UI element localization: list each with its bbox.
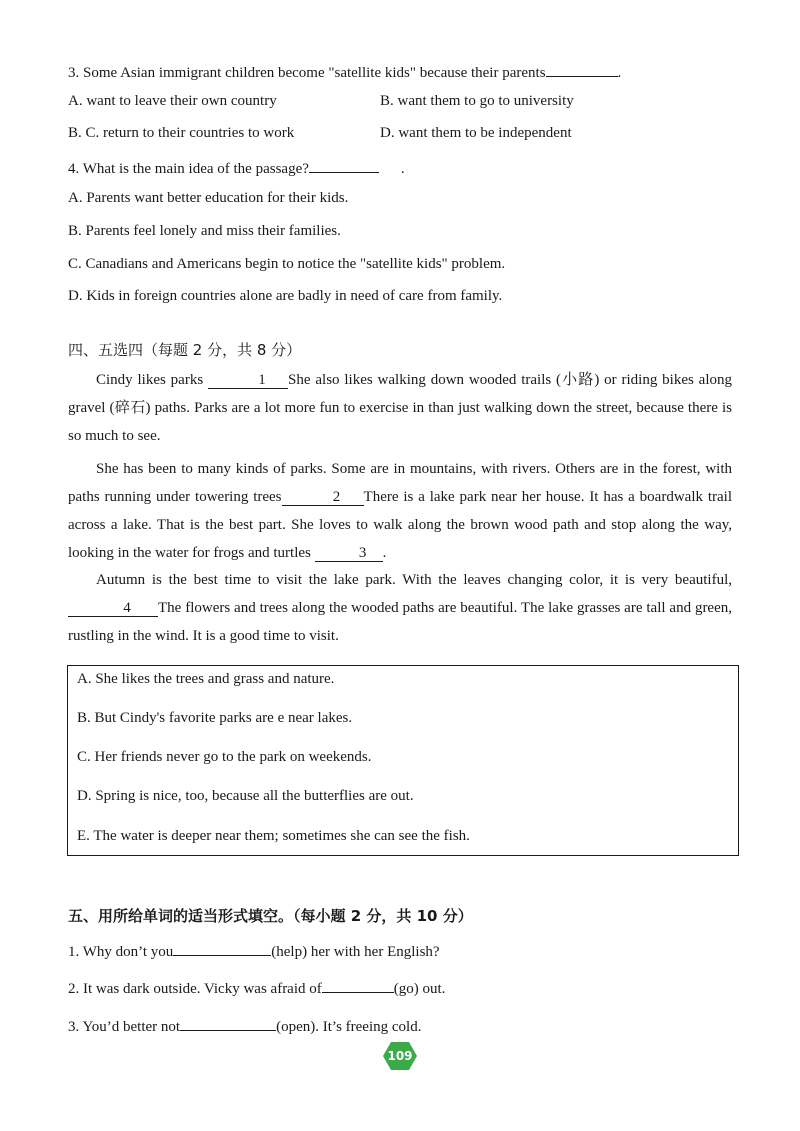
question-4-option-a[interactable]: A. Parents want better education for their kids. bbox=[68, 190, 349, 206]
fill-item-text: 3. You’d better not bbox=[68, 1019, 181, 1035]
section-4-heading: 四、五选四（每题 2 分，共 8 分） bbox=[68, 341, 302, 359]
passage-blank-4[interactable]: 4 bbox=[68, 600, 158, 617]
fill-item-1 bbox=[68, 939, 440, 962]
fill-item-text: (go) out. bbox=[393, 981, 446, 997]
question-3 bbox=[68, 60, 621, 83]
fill-item-2 bbox=[68, 976, 445, 999]
passage-text: Autumn is the best time to visit the lake park. With the leaves changing color, it is very beautiful, bbox=[96, 572, 732, 588]
question-4-blank[interactable] bbox=[309, 156, 379, 173]
passage-paragraph-3 bbox=[68, 566, 732, 650]
fill-blank-3[interactable] bbox=[180, 1014, 276, 1031]
question-4-option-d[interactable]: D. Kids in foreign countries alone are badly in need of care from family. bbox=[68, 288, 503, 304]
question-4-option-b[interactable]: B. Parents feel lonely and miss their families. bbox=[68, 223, 341, 239]
question-3-blank[interactable] bbox=[546, 60, 618, 77]
passage-text: Cindy likes parks bbox=[96, 372, 209, 388]
passage-paragraph-1 bbox=[68, 366, 732, 450]
passage-text: She also likes walking down wooded trails (小路) or riding bikes along gravel (碎石) paths. Parks are a lot more fun to exercise in than just walking down the street, because there is so much to see. bbox=[68, 372, 733, 444]
page-number: 109 bbox=[387, 1049, 413, 1063]
passage-blank-3[interactable]: 3 bbox=[315, 545, 383, 562]
option-b[interactable]: B. But Cindy's favorite parks are e near lakes. bbox=[77, 710, 353, 726]
passage-text: The flowers and trees along the wooded paths are beautiful. The lake grasses are tall and green, rustling in the wind. It is a good time to visit. bbox=[68, 600, 732, 644]
page-number-badge bbox=[383, 1041, 417, 1071]
question-4-end: . bbox=[400, 161, 405, 177]
question-4 bbox=[68, 156, 405, 179]
passage-text: She has been to many kinds of parks. Some are in mountains, with rivers. Others are in the forest, with paths running under towering trees bbox=[68, 461, 732, 505]
question-3-stem: 3. Some Asian immigrant children become "satellite kids" because their parents bbox=[68, 65, 546, 81]
question-3-option-b[interactable]: B. want them to go to university bbox=[380, 93, 574, 109]
fill-item-text: (open). It’s freeing cold. bbox=[276, 1019, 422, 1035]
section-5-heading: 五、用所给单词的适当形式填空。（每小题 2 分，共 10 分） bbox=[68, 907, 473, 925]
question-4-option-c[interactable]: C. Canadians and Americans begin to notice the "satellite kids" problem. bbox=[68, 256, 506, 272]
fill-blank-2[interactable] bbox=[322, 976, 394, 993]
fill-item-text: (help) her with her English? bbox=[271, 944, 440, 960]
passage-blank-2[interactable]: 2 bbox=[282, 489, 364, 506]
question-3-option-a[interactable]: A. want to leave their own country bbox=[68, 93, 277, 109]
question-3-option-c[interactable]: B. C. return to their countries to work bbox=[68, 125, 295, 141]
fill-item-text: 1. Why don’t you bbox=[68, 944, 174, 960]
options-box bbox=[67, 665, 739, 856]
question-4-stem: 4. What is the main idea of the passage? bbox=[68, 161, 309, 177]
passage-text: There is a lake park near her house. It has a boardwalk trail across a lake. That is the best part. She loves to walk along the brown wood path and stop along the way, looking in the water for frogs and turtles bbox=[68, 489, 732, 561]
passage-blank-1[interactable]: 1 bbox=[208, 372, 288, 389]
fill-item-3 bbox=[68, 1014, 421, 1037]
option-a[interactable]: A. She likes the trees and grass and nature. bbox=[77, 671, 335, 687]
passage-paragraph-2 bbox=[68, 455, 732, 567]
question-3-option-d[interactable]: D. want them to be independent bbox=[380, 125, 572, 141]
fill-item-text: 2. It was dark outside. Vicky was afraid of bbox=[68, 981, 322, 997]
fill-blank-1[interactable] bbox=[173, 939, 271, 956]
question-3-end: . bbox=[617, 65, 622, 81]
option-e[interactable]: E. The water is deeper near them; sometimes she can see the fish. bbox=[77, 828, 470, 844]
passage-text: . bbox=[382, 545, 387, 561]
option-d[interactable]: D. Spring is nice, too, because all the butterflies are out. bbox=[77, 788, 414, 804]
option-c[interactable]: C. Her friends never go to the park on weekends. bbox=[77, 749, 372, 765]
